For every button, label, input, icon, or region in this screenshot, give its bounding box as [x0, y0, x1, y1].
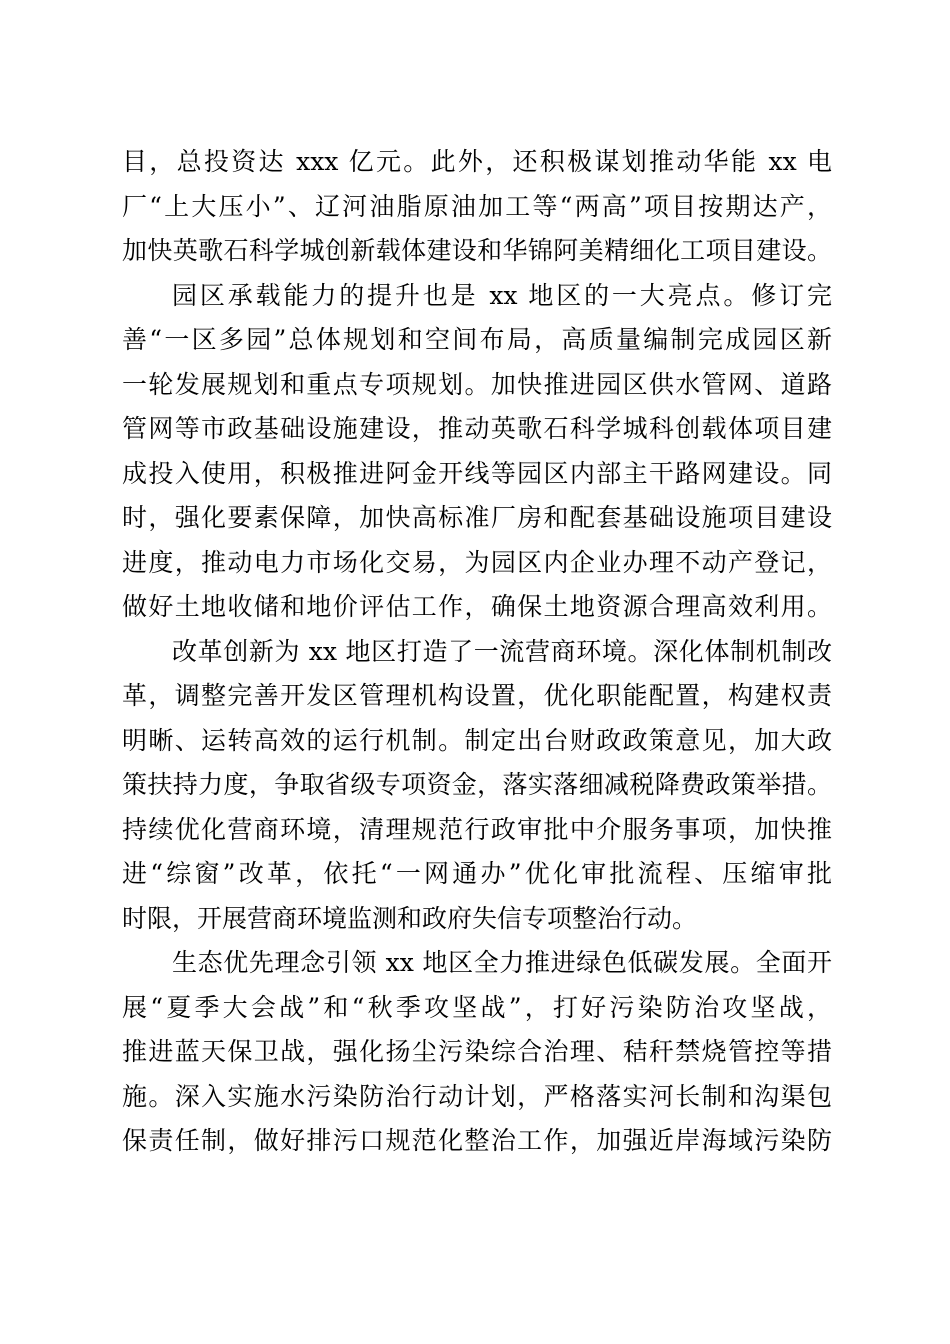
- paragraph-investment: [122, 140, 832, 274]
- text-line: 生态优先理念引领 xx 地区全力推进绿色低碳发展。全面开: [172, 948, 832, 977]
- text-line: 时，强化要素保障，加快高标准厂房和配套基础设施项目建设: [122, 503, 832, 532]
- text-line: 进“综窗”改革，依托“一网通办”优化审批流程、压缩审批: [122, 859, 832, 888]
- text-line: 进度，推动电力市场化交易，为园区内企业办理不动产登记，: [122, 547, 832, 577]
- text-line: 明晰、运转高效的运行机制。制定出台财政政策意见，加大政: [122, 725, 832, 755]
- text-line: 善“一区多园”总体规划和空间布局，高质量编制完成园区新: [122, 325, 832, 354]
- text-line: 做好土地收储和地价评估工作，确保土地资源合理高效利用。: [122, 592, 832, 621]
- body-text: [122, 140, 832, 1164]
- text-line: 时限，开展营商环境监测和政府失信专项整治行动。: [122, 903, 698, 933]
- paragraph-ecology: [122, 941, 832, 1164]
- text-line: 成投入使用，积极推进阿金开线等园区内部主干路网建设。同: [122, 458, 832, 488]
- text-line: 推进蓝天保卫战，强化扬尘污染综合治理、秸秆禁烧管控等措: [122, 1037, 832, 1066]
- text-line: 管网等市政基础设施建设，推动英歌石科学城科创载体项目建: [122, 414, 832, 443]
- text-line: 一轮发展规划和重点专项规划。加快推进园区供水管网、道路: [122, 369, 832, 399]
- text-line: 持续优化营商环境，清理规范行政审批中介服务事项，加快推: [122, 814, 832, 844]
- paragraph-park-capacity: [122, 274, 832, 630]
- text-line: 厂“上大压小”、辽河油脂原油加工等“两高”项目按期达产，: [122, 191, 832, 221]
- text-line: 目，总投资达 xxx 亿元。此外，还积极谋划推动华能 xx 电: [122, 147, 832, 176]
- text-line: 保责任制，做好排污口规范化整治工作，加强近岸海域污染防: [122, 1126, 832, 1155]
- text-line: 加快英歌石科学城创新载体建设和华锦阿美精细化工项目建设。: [122, 236, 832, 265]
- text-line: 革，调整完善开发区管理机构设置，优化职能配置，构建权责: [122, 681, 832, 710]
- text-line: 园区承载能力的提升也是 xx 地区的一大亮点。修订完: [172, 280, 832, 310]
- paragraph-reform-innovation: [122, 630, 832, 942]
- text-line: 改革创新为 xx 地区打造了一流营商环境。深化体制机制改: [172, 636, 832, 666]
- text-line: 策扶持力度，争取省级专项资金，落实落细减税降费政策举措。: [122, 770, 832, 799]
- text-line: 施。深入实施水污染防治行动计划，严格落实河长制和沟渠包: [122, 1081, 832, 1111]
- text-line: 展“夏季大会战”和“秋季攻坚战”，打好污染防治攻坚战，: [122, 992, 832, 1022]
